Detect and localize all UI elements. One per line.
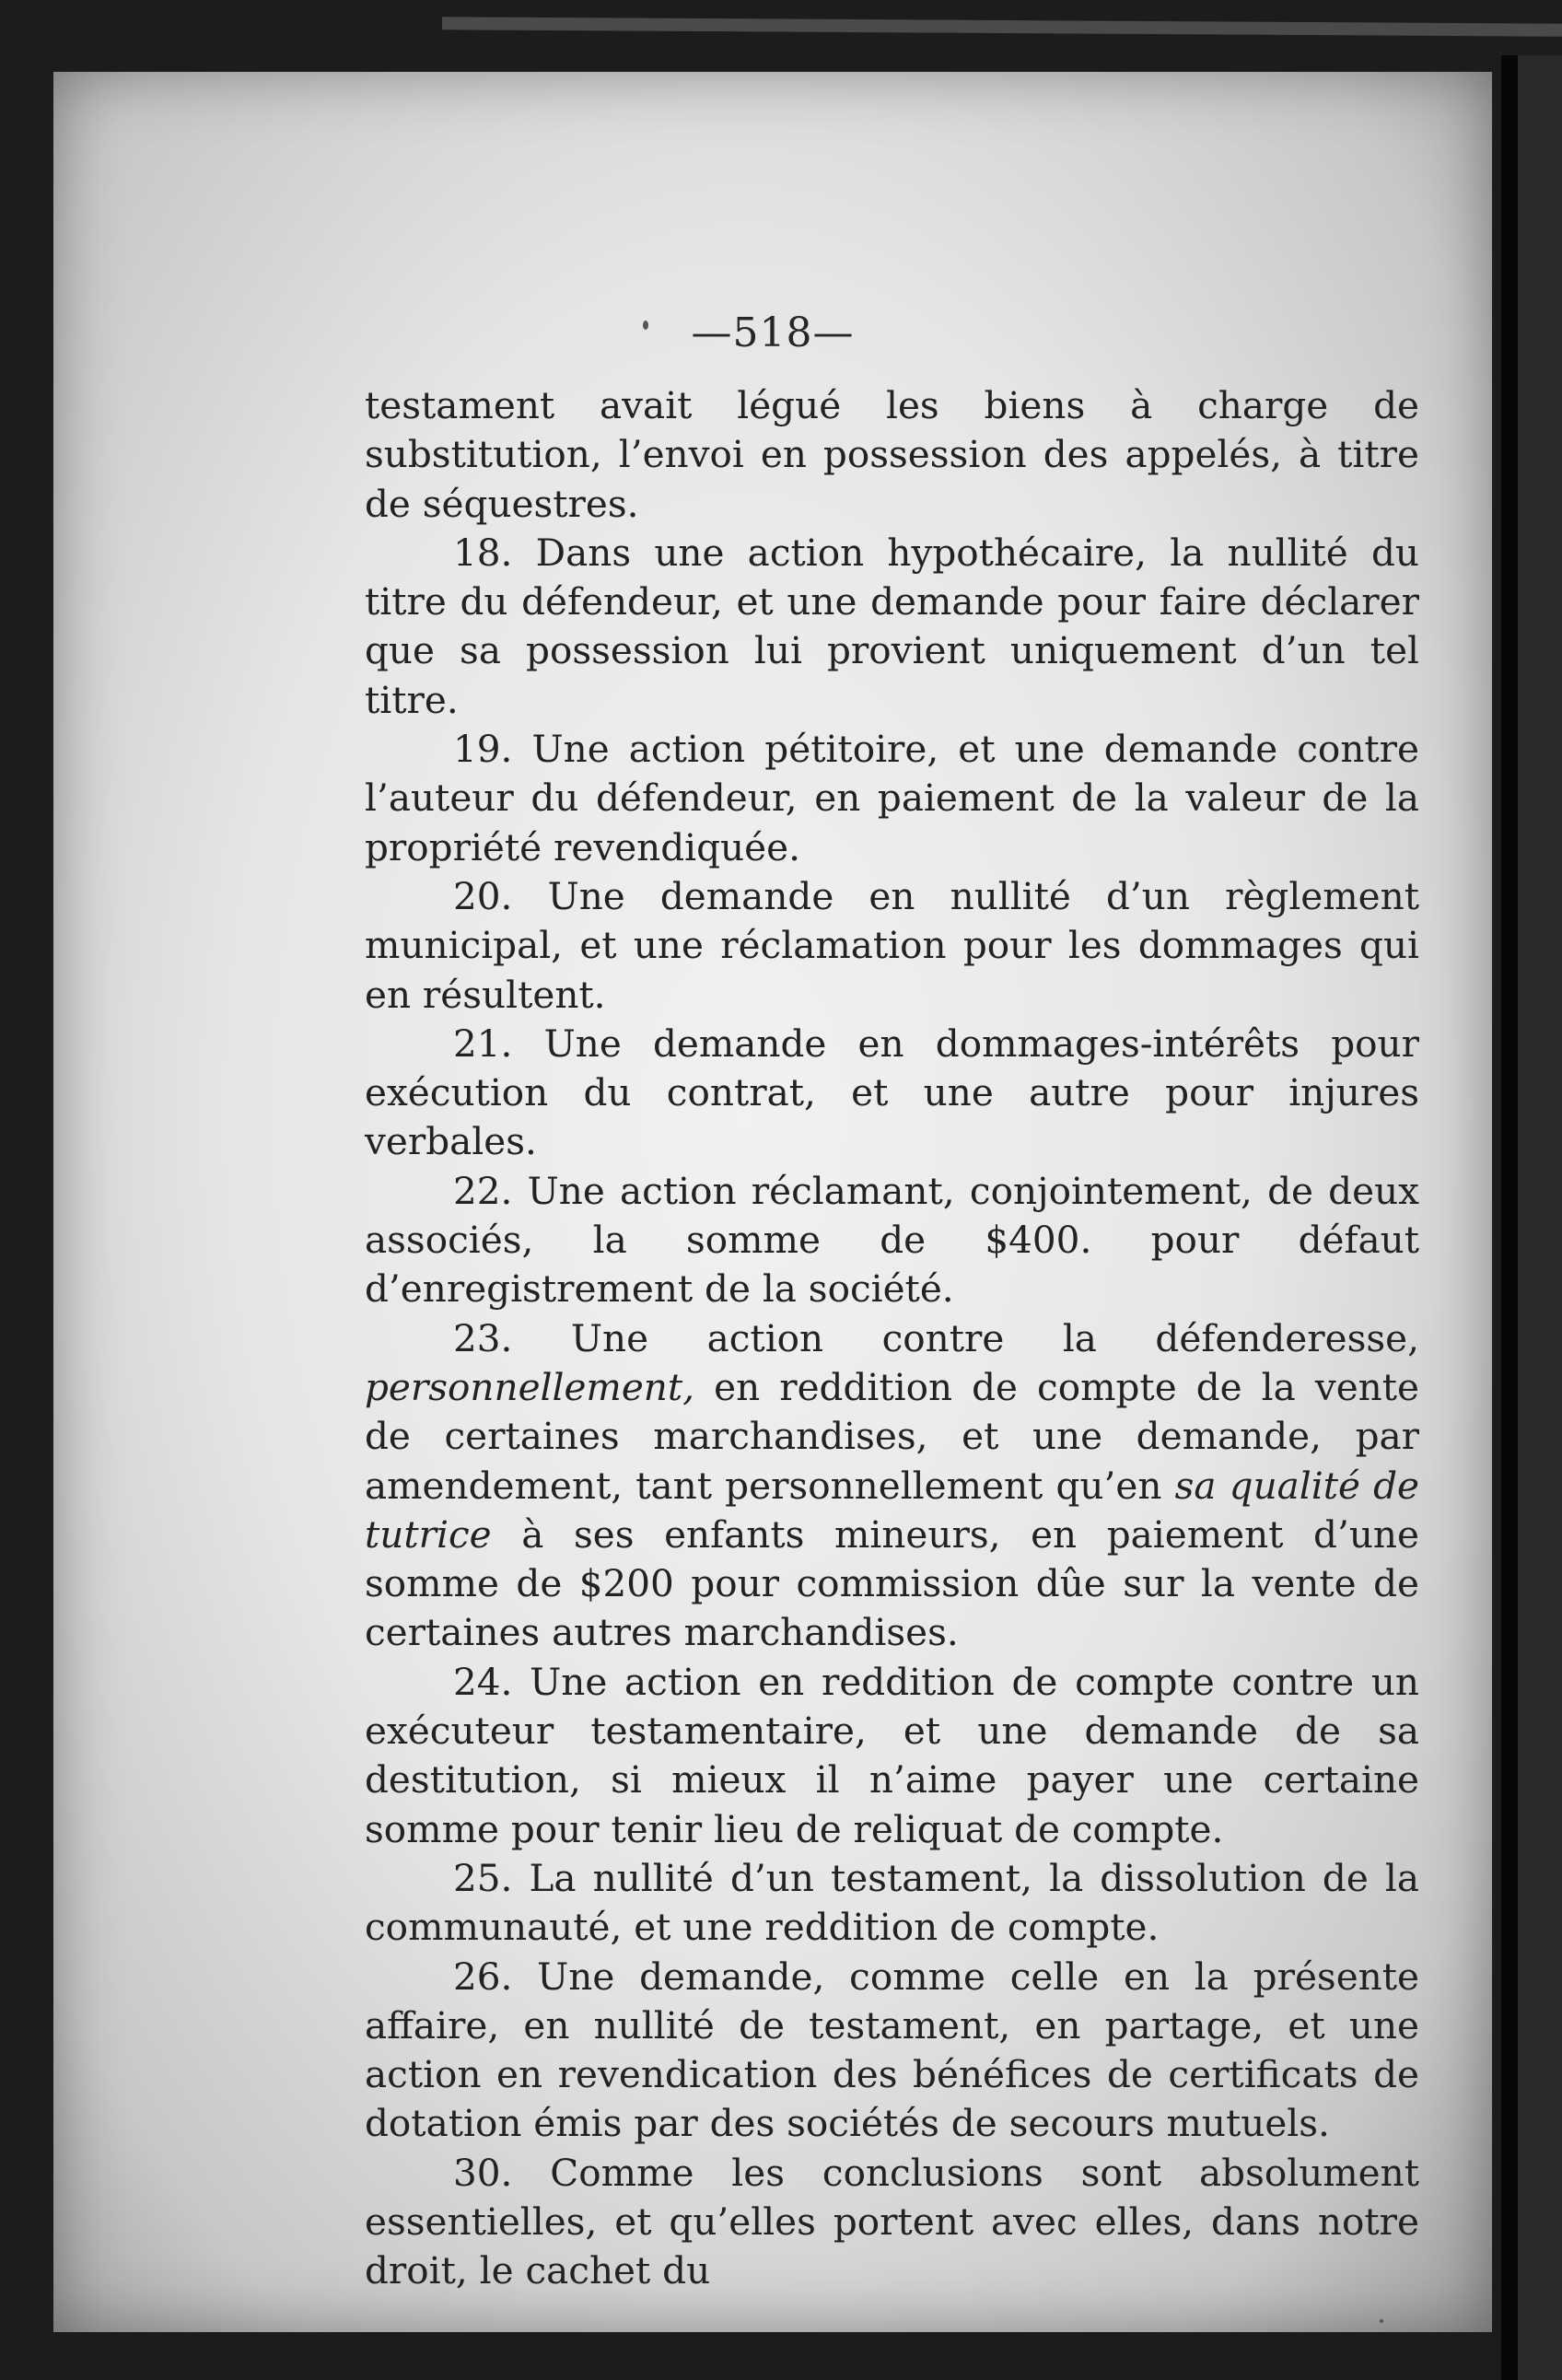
facing-page-edge	[1518, 55, 1562, 2380]
scan-background-strip	[442, 17, 1562, 36]
item-number: 19.	[453, 727, 513, 772]
list-item	[365, 725, 1419, 872]
page-number: —518—	[691, 309, 855, 356]
item-italic-text: sa qualité de tutrice	[365, 1463, 1419, 1557]
list-item	[365, 1167, 1419, 1314]
book-spine-shadow	[1501, 55, 1518, 2380]
item-text: à ses enfants mineurs, en paiement d’une somme de $200 pour commission dûe sur la vente de certaines autres marchandises.	[365, 1511, 1419, 1655]
item-text: Comme les conclusions sont absolument essentielles, et qu’elles portent avec elles, dans notre droit, le cachet du	[365, 2150, 1420, 2293]
item-text: en reddition de compte de la vente de certaines marchandises, et une demande, par amendement, tant personnellement qu’en	[365, 1364, 1419, 1508]
item-text: Une demande en dommages-intérêts pour exécution du contrat, et une autre pour injures verbales.	[365, 1021, 1420, 1164]
item-text: Dans une action hypothécaire, la nullité du titre du défendeur, et une demande pour faire déclarer que sa possession lui provient uniquement d’un tel titre.	[365, 530, 1419, 722]
item-text: Une action réclamant, conjointement, de deux associés, la somme de $400. pour défaut d’enregistrement de la société.	[365, 1168, 1419, 1312]
item-text: Une demande en nullité d’un règlement municipal, et une réclamation pour les dommages qui en résultent.	[365, 873, 1420, 1017]
item-number: 24.	[453, 1659, 513, 1704]
list-item	[365, 872, 1419, 1020]
list-item	[365, 1314, 1419, 1658]
item-text: Une action pétitoire, et une demande contre l’auteur du défendeur, en paiement de la valeur de la propriété revendiquée.	[365, 727, 1420, 869]
book-page	[53, 72, 1492, 2332]
opening-paragraph: testament avait légué les biens à charge de substitution, l’envoi en possession des appelés, à titre de séquestres.	[365, 383, 1419, 526]
item-number: 21.	[453, 1021, 513, 1066]
ink-speck	[1380, 2319, 1383, 2323]
body-text	[365, 381, 1419, 2296]
item-text: Une action contre la défenderesse,	[570, 1315, 1420, 1360]
item-number: 18.	[453, 530, 513, 575]
item-text: La nullité d’un testament, la dissolution de la communauté, et une reddition de compte.	[365, 1855, 1419, 1950]
item-number: 23.	[453, 1315, 513, 1360]
item-number: 26.	[453, 1954, 513, 1999]
list-item	[365, 1020, 1419, 1167]
list-item	[365, 1953, 1419, 2149]
item-number: 22.	[453, 1168, 513, 1213]
list-item	[365, 529, 1419, 725]
item-number: 20.	[453, 873, 513, 918]
list-item	[365, 1854, 1419, 1953]
item-text: Une demande, comme celle en la présente affaire, en nullité de testament, en partage, et une action en revendication des bénéfices de certificats de dotation émis par des sociétés de secours mutuels.	[365, 1954, 1419, 2146]
list-item	[365, 2149, 1419, 2296]
item-text: Une action en reddition de compte contre un exécuteur testamentaire, et une demande de sa destitution, si mieux il n’aime payer une certaine somme pour tenir lieu de reliquat de compte.	[365, 1659, 1420, 1851]
list-item	[365, 1658, 1419, 1854]
item-italic-text: personnellement,	[365, 1364, 695, 1409]
item-number: 25.	[453, 1855, 513, 1900]
item-number: 30.	[453, 2150, 513, 2195]
